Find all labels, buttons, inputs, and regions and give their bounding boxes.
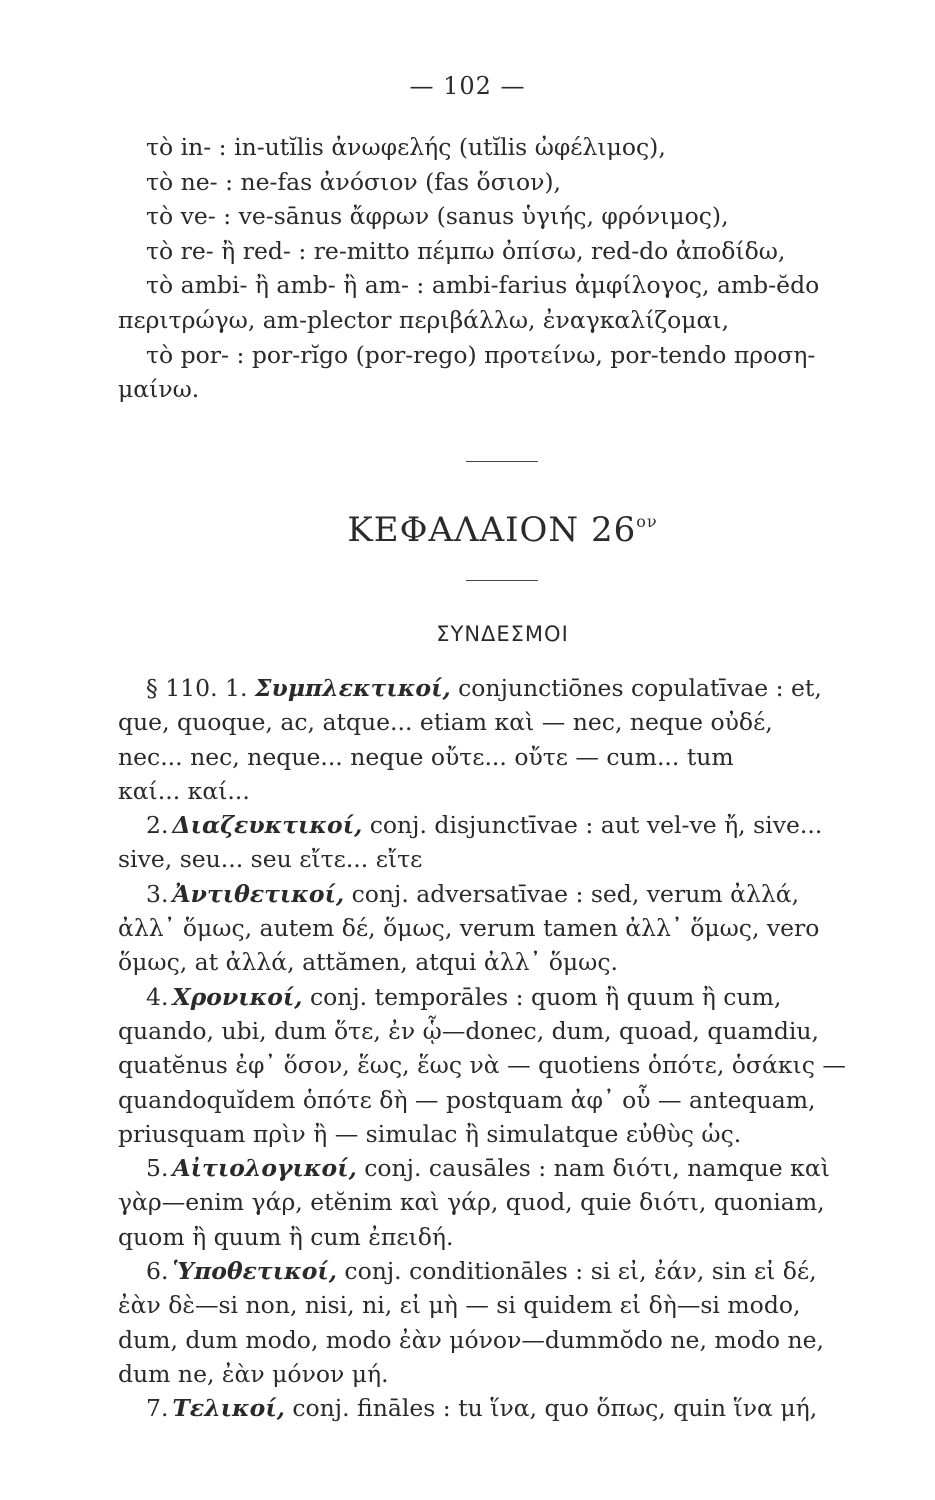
paragraph-adversative xyxy=(118,877,928,911)
term-heading: Ἀντιθετικοί, xyxy=(172,879,345,908)
section-title: ΣΥΝΔΕΣΜΟΙ xyxy=(436,622,569,646)
paragraph-text: conjunctiōnes copulatīvae : et, xyxy=(450,674,822,702)
divider-rule xyxy=(466,580,538,581)
term-heading: Συμπλεκτικοί, xyxy=(254,674,451,702)
prefix-line: τὸ ve- : ve-sānus ἄφρων (sanus ὑγιής, φρόνιμος), xyxy=(146,202,729,231)
prefix-line: τὸ por- : por-rĭgo (por-rego) προτείνω, por-tendo προση- xyxy=(146,340,816,369)
paragraph-number: 5. xyxy=(146,1154,169,1183)
prefix-line: περιτρώγω, am-plector περιβάλλω, ἐναγκαλίζομαι, xyxy=(118,305,730,334)
paragraph-line: priusquam πρὶν ἢ — simulac ἢ simulatque εὐθὺς ὡς. xyxy=(118,1119,742,1148)
paragraph-line: quom ἢ quum ἢ cum ἐπειδή. xyxy=(118,1222,454,1251)
conjunctions-body xyxy=(118,671,928,1426)
paragraph-line: quatĕnus ἐφ᾽ ὅσον, ἕως, ἕως νὰ — quotiens ὁπότε, ὁσάκις — xyxy=(118,1051,846,1080)
paragraph-number: 7. xyxy=(146,1394,169,1423)
prefix-line: τὸ ne- : ne-fas ἀνόσιον (fas ὅσιον), xyxy=(146,167,562,196)
paragraph-conditional xyxy=(118,1254,928,1288)
paragraph-line: nec... nec, neque... neque οὔτε... οὔτε — cum... tum xyxy=(118,742,734,771)
page-number: — 102 — xyxy=(409,72,526,100)
paragraph-temporal xyxy=(118,980,928,1014)
term-heading: Χρονικοί, xyxy=(172,982,303,1011)
prefix-line: τὸ in- : in-utĭlis ἀνωφελής (utĭlis ὠφέλιμος), xyxy=(146,133,666,161)
term-heading: Ὑποθετικοί, xyxy=(172,1257,337,1286)
paragraph-number: 2. xyxy=(146,811,169,840)
paragraph-line: γὰρ—enim γάρ, etĕnim καὶ γάρ, quod, quie διότι, quoniam, xyxy=(118,1188,825,1217)
chapter-title-text: ΚΕΦΑΛΑΙΟΝ 26 xyxy=(347,510,637,550)
term-heading: Αἰτιολογικοί, xyxy=(172,1154,357,1183)
paragraph-text: conj. conditionāles : si εἰ, ἐάν, sin εἰ δέ, xyxy=(336,1257,817,1286)
paragraph-text: conj. adversatīvae : sed, verum ἀλλά, xyxy=(344,879,800,908)
paragraph-line: ἐὰν δὲ—si non, nisi, ni, εἰ μὴ — si quidem εἰ δὴ—si modo, xyxy=(118,1291,801,1320)
paragraph-line: dum, dum modo, modo ἐὰν μόνον—dummŏdo ne, modo ne, xyxy=(118,1325,825,1354)
prefix-line: τὸ re- ἢ red- : re-mitto πέμπω ὀπίσω, red-do ἀποδίδω, xyxy=(146,236,786,265)
paragraph-text: conj. temporāles : quom ἢ quum ἢ cum, xyxy=(302,982,782,1011)
prefix-line: μαίνω. xyxy=(118,375,200,404)
chapter-title-superscript: ον xyxy=(636,512,658,531)
paragraph-line: quando, ubi, dum ὅτε, ἐν ᾧ—donec, dum, quoad, quamdiu, xyxy=(118,1016,820,1045)
paragraph-line: quandoquĭdem ὁπότε δὴ — postquam ἀφ᾽ οὗ — antequam, xyxy=(118,1085,816,1114)
divider-rule xyxy=(466,461,538,462)
paragraph-line: ἀλλ᾽ ὅμως, autem δέ, ὅμως, verum tamen ἀλλ᾽ ὅμως, vero xyxy=(118,914,820,943)
paragraph-text: conj. disjunctīvae : aut vel-ve ἤ, sive... xyxy=(362,811,823,840)
paragraph-disjunctive xyxy=(118,808,928,842)
paragraph-copulative xyxy=(118,671,928,705)
paragraph-number: 4. xyxy=(146,982,169,1011)
term-heading: Τελικοί, xyxy=(172,1394,285,1423)
paragraph-causal xyxy=(118,1151,928,1185)
paragraph-line: dum ne, ἐὰν μόνον μή. xyxy=(118,1359,389,1388)
prefix-line: τὸ ambi- ἢ amb- ἢ am- : ambi-farius ἀμφίλογος, amb-ĕdo xyxy=(146,271,820,300)
section-intro: § 110. 1. xyxy=(146,674,248,702)
paragraph-line: que, quoque, ac, atque... etiam καὶ — nec, neque οὐδέ, xyxy=(118,708,773,737)
paragraph-final xyxy=(118,1391,928,1425)
paragraph-line: sive, seu... seu εἴτε... εἴτε xyxy=(118,845,423,874)
chapter-title xyxy=(0,510,935,550)
term-heading: Διαζευκτικοί, xyxy=(172,811,363,840)
prefix-list xyxy=(118,130,918,407)
paragraph-number: 3. xyxy=(146,879,169,908)
paragraph-text: conj. fināles : tu ἵνα, quo ὅπως, quin ἵνα μή, xyxy=(284,1394,818,1423)
paragraph-number: 6. xyxy=(146,1257,169,1286)
paragraph-line: ὅμως, at ἀλλά, attămen, atqui ἀλλ᾽ ὅμως. xyxy=(118,948,618,977)
paragraph-line: καί... καί... xyxy=(118,776,250,805)
paragraph-text: conj. causāles : nam διότι, namque καὶ xyxy=(356,1154,830,1183)
